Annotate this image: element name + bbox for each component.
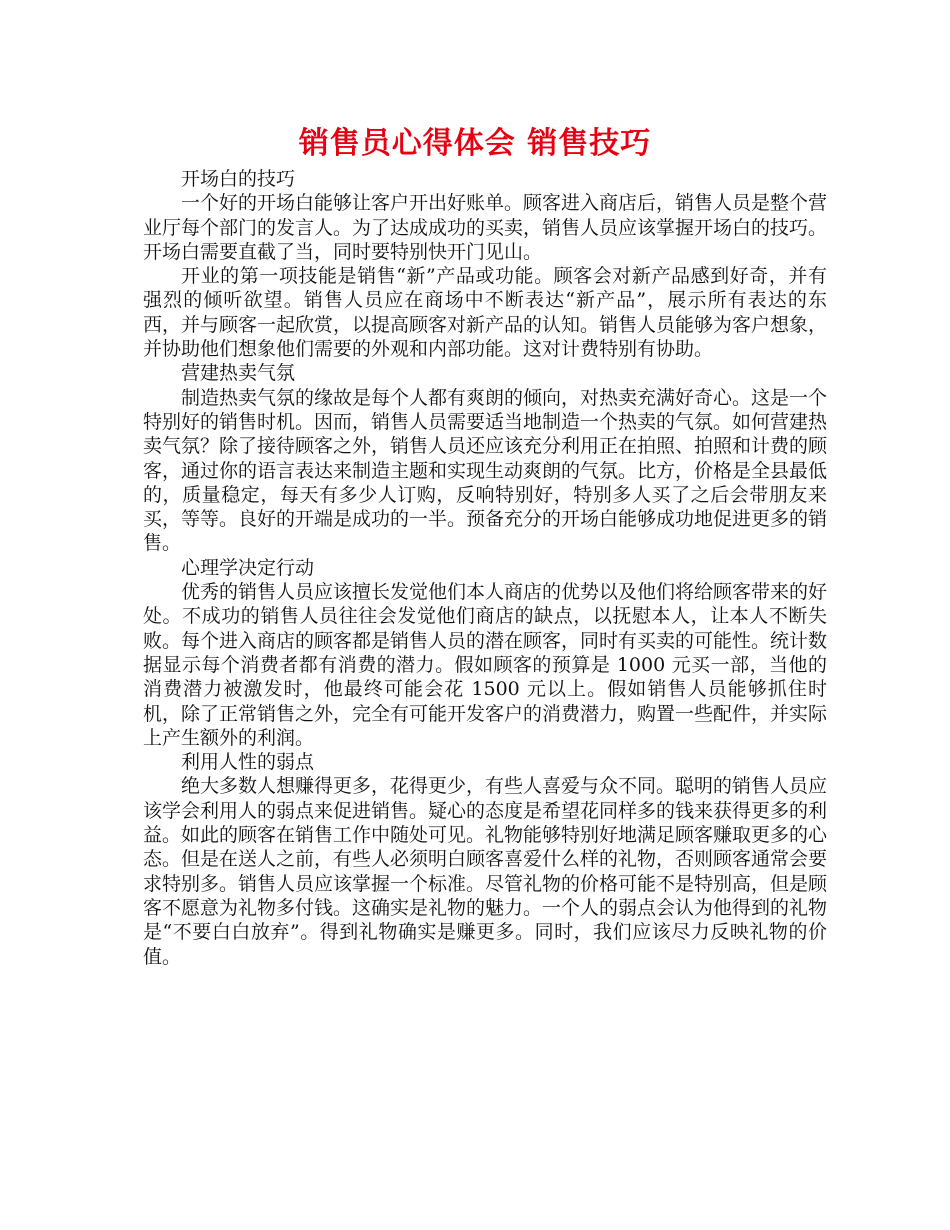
document-title: 销售员心得体会 销售技巧 [298,126,652,161]
section-human-weakness [143,750,827,969]
section-hot-sale-atmosphere [143,361,827,555]
paragraph: 绝大多数人想赚得更多，花得更少，有些人喜爱与众不同。聪明的销售人员应该学会利用人的弱点来促进销售。疑心的态度是希望花同样多的钱来获得更多的利益。如此的顾客在销售工作中随处可见。礼物能够特别好地满足顾客赚取更多的心态。但是在送人之前，有些人必须明白顾客喜爱什么样的礼物，否则顾客通常会要求特别多。销售人员应该掌握一个标准。尽管礼物的价格可能不是特别高，但是顾客不愿意为礼物多付钱。这确实是礼物的魅力。一个人的弱点会认为他得到的礼物是“不要白白放弃”。得到礼物确实是赚更多。同时，我们应该尽力反映礼物的价值。 [143,775,828,968]
section-heading: 利用人性的弱点 [181,751,315,774]
paragraph: 开业的第一项技能是销售“新”产品或功能。顾客会对新产品感到好奇，并有强烈的倾听欲望。销售人员应在商场中不断表达“新产品”，展示所有表达的东西，并与顾客一起欣赏，以提高顾客对新产品的认知。销售人员能够为客户想象，并协助他们想象他们需要的外观和内部功能。这对计费特别有协助。 [143,265,828,361]
document-body [143,167,827,969]
section-opening-techniques [143,167,827,361]
paragraph: 一个好的开场白能够让客户开出好账单。顾客进入商店后，销售人员是整个营业厅每个部门的发言人。为了达成成功的买卖，销售人员应该掌握开场白的技巧。开场白需要直截了当，同时要特别快开门见山。 [143,192,828,263]
section-heading: 开场白的技巧 [181,168,296,190]
section-heading: 营建热卖气氛 [181,362,296,385]
paragraph: 制造热卖气氛的缘故是每个人都有爽朗的倾向，对热卖充满好奇心。这是一个特别好的销售时机。因而，销售人员需要适当地制造一个热卖的气氛。如何营建热卖气氛？除了接待顾客之外，销售人员还应该充分利用正在拍照、拍照和计费的顾客，通过你的语言表达来制造主题和实现生动爽朗的气氛。比方，价格是全县最低的，质量稳定，每天有多少人订购，反响特别好，特别多人买了之后会带朋友来买，等等。良好的开端是成功的一半。预备充分的开场白能够成功地促进更多的销售。 [143,386,828,555]
paragraph: 优秀的销售人员应该擅长发觉他们本人商店的优势以及他们将给顾客带来的好处。不成功的销售人员往往会发觉他们商店的缺点，以抚慰本人，让本人不断失败。每个进入商店的顾客都是销售人员的潜在顾客，同时有买卖的可能性。统计数据显示每个消费者都有消费的潜力。假如顾客的预算是 1000 元买一部，当他的消费潜力被激发时，他最终可能会花 1500 元以上。假如销售人员能够抓住时机，除了正常销售之外，完全有可能开发客户的消费潜力，购置一些配件，并实际上产生额外的利润。 [143,581,828,749]
section-heading: 心理学决定行动 [181,556,315,579]
section-psychology [143,556,827,750]
